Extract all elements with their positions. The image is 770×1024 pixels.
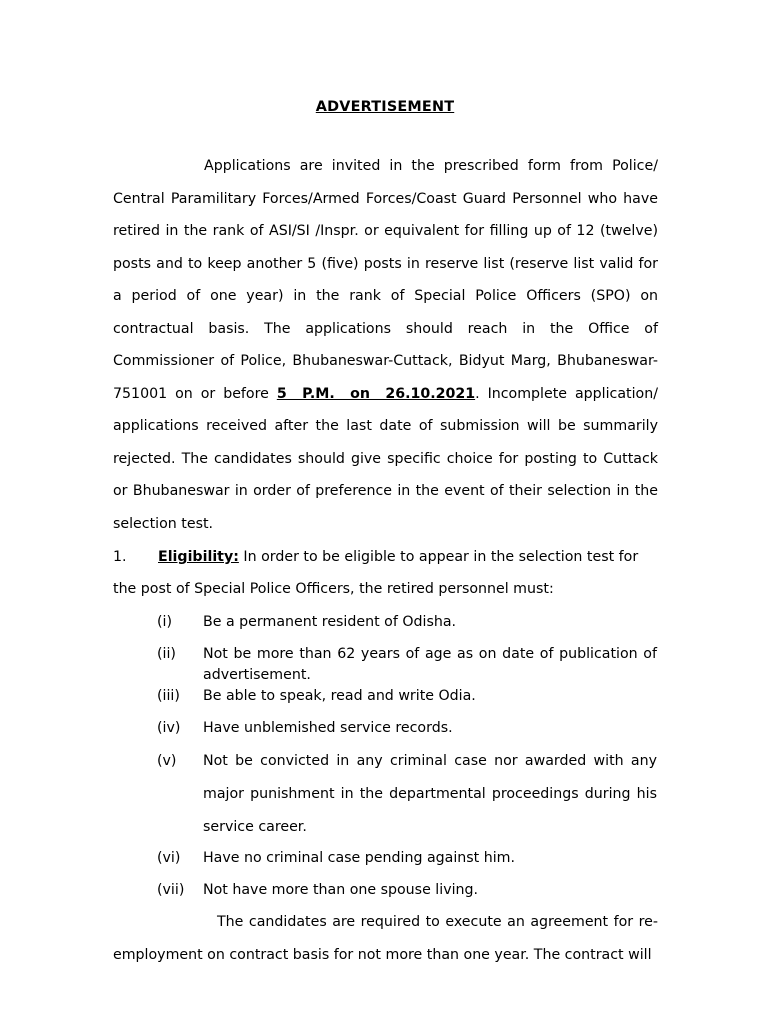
item-numeral: (ii) [157,646,176,662]
submission-deadline: 5 P.M. on 26.10.2021 [276,385,476,402]
item-text: Be able to speak, read and write Odia. [203,688,476,704]
intro-text-part2: . Incomplete application/ applications received after the last date of submission will be summarily rejected. The candidates should give specific choice for posting to Cuttack or Bhubaneswar in order of preference in the event of their selection in the selection test. [113,385,659,532]
section-heading: Eligibility: [158,549,239,565]
section-eligibility [113,541,658,574]
intro-text-part1: Applications are invited in the prescribed form from Police/ Central Paramilitary Forces/Armed Forces/Coast Guard Personnel who have retired in the rank of ASI/SI /Inspr. or equivalent for filling up of 12 (twelve) posts and to keep another 5 (five) posts in reserve list (reserve list valid for a period of one year) in the rank of Special Police Officers (SPO) on contractual basis. The applications should reach in the Office of Commissioner of Police, Bhubaneswar-Cuttack, Bidyut Marg, Bhubaneswar-751001 on or before [113,158,658,402]
eligibility-item [157,644,657,686]
item-numeral: (vi) [157,850,181,866]
eligibility-item [157,686,657,707]
section-number: 1. [113,549,127,565]
item-text: Not have more than one spouse living. [203,882,479,898]
item-text: Have no criminal case pending against him. [203,850,516,866]
document-title: ADVERTISEMENT [315,99,455,115]
item-numeral: (i) [157,614,173,630]
item-numeral: (iv) [157,720,181,736]
item-text: Not be more than 62 years of age as on date of publication of advertisement. [203,646,657,683]
item-numeral: (v) [157,753,177,769]
eligibility-item [157,745,657,844]
closing-paragraph [113,906,658,971]
item-text: Have unblemished service records. [203,720,453,736]
closing-text: The candidates are required to execute an agreement for re-employment on contract basis for not more than one year. The contract will [113,914,658,963]
eligibility-item [157,712,657,745]
item-text: Not be convicted in any criminal case nor awarded with any major punishment in the departmental proceedings during his service career. [203,753,657,835]
section-continued-line: the post of Special Police Officers, the retired personnel must: [113,581,554,597]
eligibility-item [157,606,657,639]
eligibility-item [157,842,657,875]
intro-paragraph [113,150,658,540]
section-intro-line [158,541,658,574]
item-numeral: (iii) [157,688,180,704]
item-numeral: (vii) [157,882,185,898]
item-text: Be a permanent resident of Odisha. [203,614,457,630]
eligibility-item [157,874,657,907]
section-first-line: In order to be eligible to appear in the selection test for [238,549,639,565]
